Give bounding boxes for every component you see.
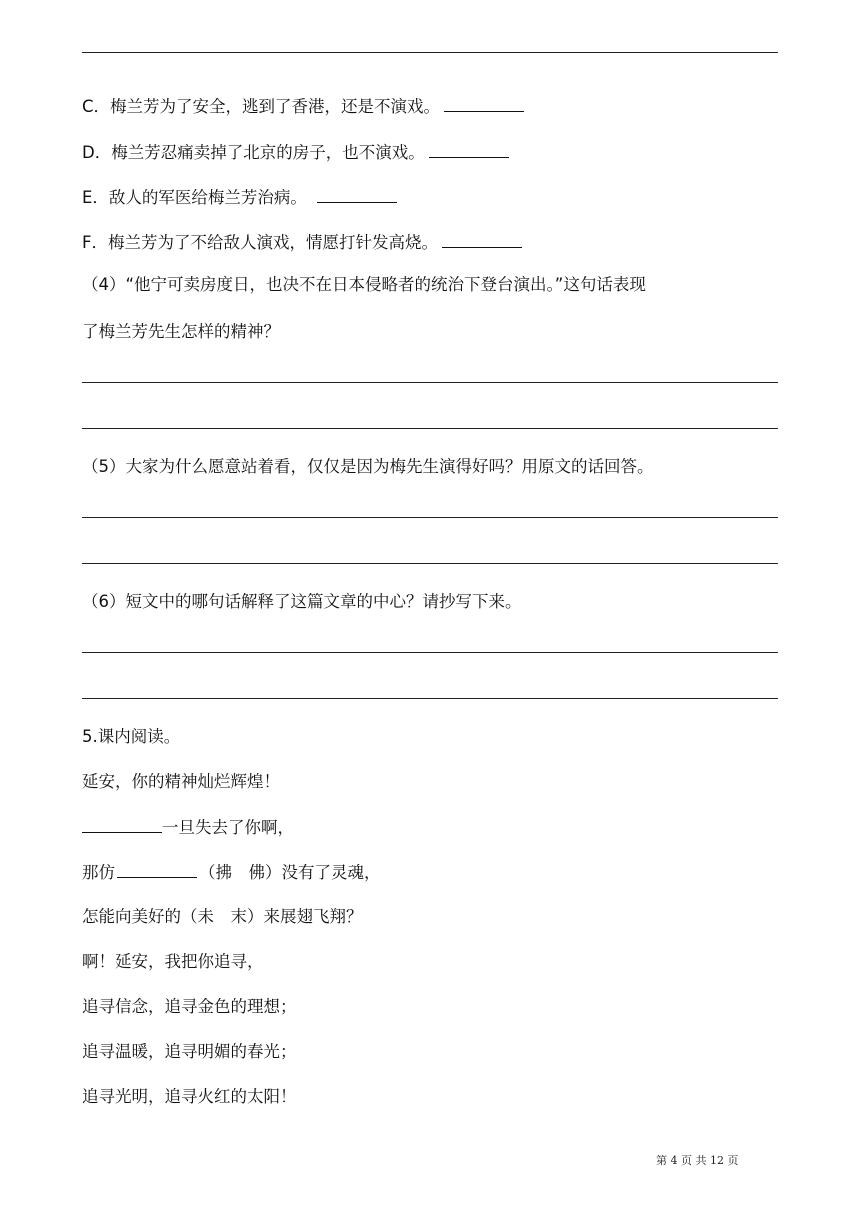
q6-answer-line-1[interactable]: [82, 652, 778, 653]
poem-line-1: 延安，你的精神灿烂辉煌！: [82, 772, 280, 791]
q5-answer-line-2[interactable]: [82, 563, 778, 564]
page-footer: 第 4 页 共 12 页: [656, 1154, 739, 1167]
option-d: [82, 140, 509, 165]
poem-line-6: 追寻信念，追寻金色的理想；: [82, 997, 297, 1016]
option-c-blank[interactable]: [444, 94, 524, 112]
question-4-line-1: （4）“他宁可卖房度日，也决不在日本侵略者的统治下登台演出。”这句话表现: [82, 275, 646, 294]
top-answer-line: [82, 52, 778, 53]
poem-line-2-text: 一旦失去了你啊，: [162, 818, 294, 837]
poem-line-3-text-b: （拂 佛）没有了灵魂，: [199, 863, 381, 882]
poem-line-3-blank[interactable]: [117, 860, 197, 878]
poem-line-4: 怎能向美好的（未 末）来展翅飞翔？: [82, 907, 363, 926]
option-d-blank[interactable]: [429, 140, 509, 158]
poem-line-8: 追寻光明，追寻火红的太阳！: [82, 1087, 297, 1106]
poem-line-3: [82, 860, 381, 885]
question-4-line-2: 了梅兰芳先生怎样的精神？: [82, 322, 280, 341]
option-e: [82, 185, 397, 210]
option-d-text: D．梅兰芳忍痛卖掉了北京的房子，也不演戏。: [82, 143, 425, 162]
poem-line-2-blank[interactable]: [82, 815, 162, 833]
q4-answer-line-1[interactable]: [82, 382, 778, 383]
poem-line-2: [82, 815, 294, 840]
option-e-text: E．敌人的军医给梅兰芳治病。: [82, 188, 307, 207]
q6-answer-line-2[interactable]: [82, 698, 778, 699]
option-c: [82, 94, 524, 119]
poem-line-3-text-a: 那仿: [82, 863, 115, 882]
poem-line-7: 追寻温暖，追寻明媚的春光；: [82, 1042, 297, 1061]
option-f-text: F．梅兰芳为了不给敌人演戏，情愿打针发高烧。: [82, 233, 438, 252]
option-f: [82, 230, 522, 255]
poem-line-5: 啊！延安，我把你追寻，: [82, 952, 264, 971]
section-5-title: 5.课内阅读。: [82, 727, 181, 746]
option-f-blank[interactable]: [442, 230, 522, 248]
option-c-text: C．梅兰芳为了安全，逃到了香港，还是不演戏。: [82, 97, 441, 116]
q4-answer-line-2[interactable]: [82, 428, 778, 429]
question-5: （5）大家为什么愿意站着看，仅仅是因为梅先生演得好吗？用原文的话回答。: [82, 457, 654, 476]
question-6: （6）短文中的哪句话解释了这篇文章的中心？请抄写下来。: [82, 592, 522, 611]
option-e-blank[interactable]: [317, 185, 397, 203]
q5-answer-line-1[interactable]: [82, 517, 778, 518]
